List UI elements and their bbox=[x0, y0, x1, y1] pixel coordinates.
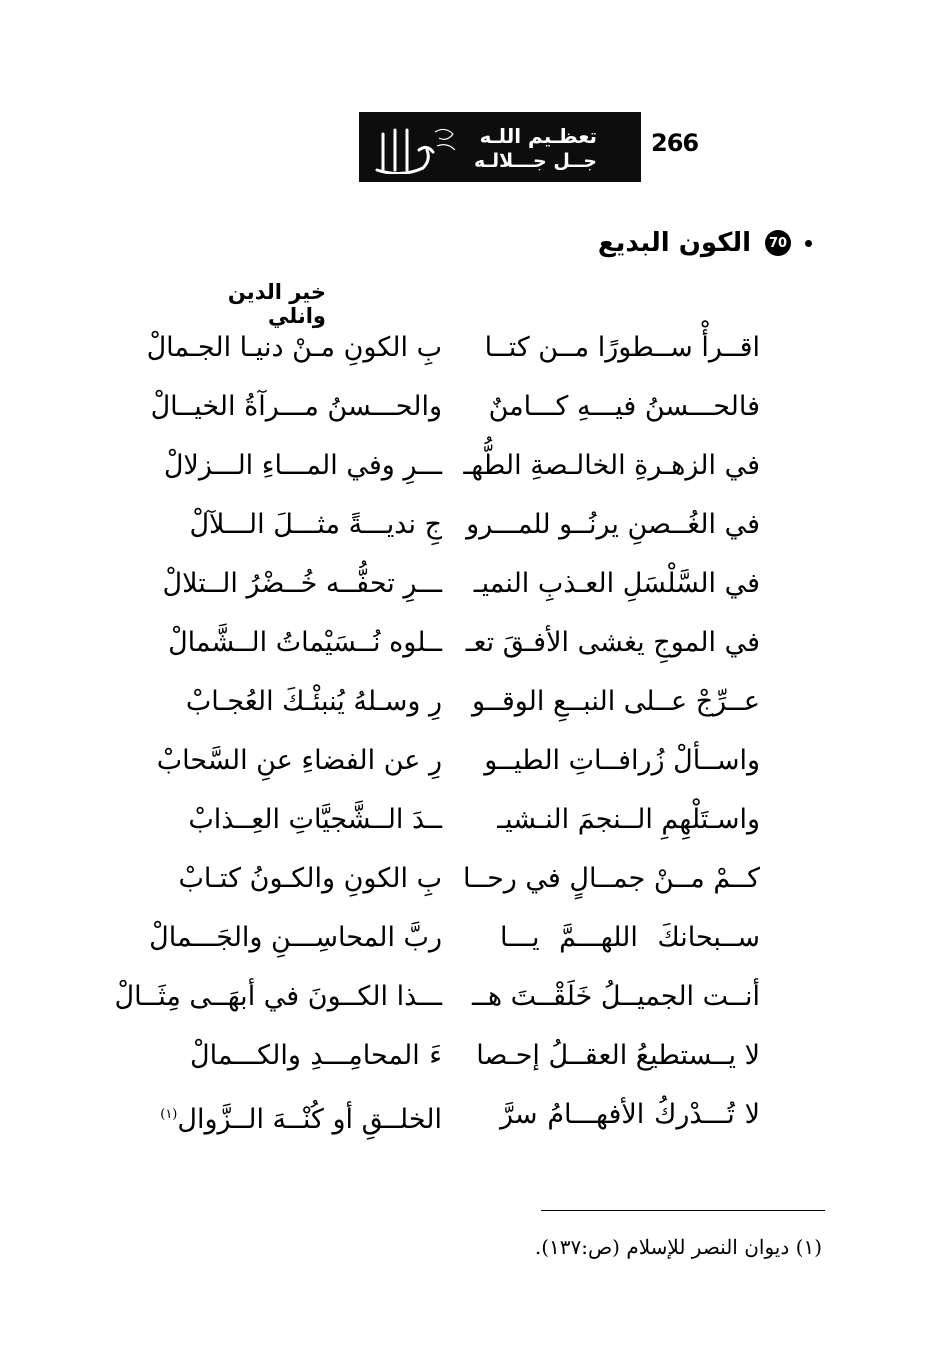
verse bbox=[0, 623, 932, 683]
verse bbox=[0, 1036, 932, 1096]
verse-second-hemistich bbox=[160, 1095, 442, 1140]
bullet-icon bbox=[805, 240, 812, 247]
verse-second-hemistich: ـــرِ تحفُّــه خُــضْرُ الــتلالْ bbox=[162, 568, 442, 599]
footnote: (١) ديوان النصر للإسلام (ص:١٣٧). bbox=[534, 1235, 822, 1259]
footnote-divider bbox=[541, 1210, 825, 1211]
verse bbox=[0, 977, 932, 1037]
verse bbox=[0, 564, 932, 624]
verse bbox=[0, 682, 932, 742]
poem-author: خير الدين وانلي bbox=[227, 280, 326, 328]
verse-second-hemistich: بِ الكونِ مـنْ دنيـا الجـمالْ bbox=[146, 332, 442, 363]
verse-second-hemistich: جِ نديـــةً مثـــلَ الـــلآلْ bbox=[189, 509, 442, 540]
verse bbox=[0, 800, 932, 860]
verse-second-hemistich: ـــرِ وفي المـــاءِ الـــزلالْ bbox=[163, 450, 442, 481]
footnote-marker: (١) bbox=[160, 1107, 178, 1122]
verse-first-hemistich: لا يــستطيعُ العقــلُ إحـصا bbox=[476, 1040, 760, 1071]
header-title-line2: جــل جـــلالـه bbox=[473, 150, 597, 172]
verse bbox=[0, 859, 932, 919]
page-number: 266 bbox=[651, 129, 699, 157]
verse-second-hemistich: ــدَ الــشَّجيَّاتِ العِــذابْ bbox=[188, 804, 442, 835]
verse-first-hemistich: عــرِّجْ عــلى النبــعِ الوقــو bbox=[472, 686, 760, 717]
verse-second-hemistich: ـــذا الكــونَ في أبهَــى مِثَــالْ bbox=[114, 981, 442, 1012]
verse-first-hemistich: واسـتَلْهِمِ الــنجمَ النـشيـ bbox=[497, 804, 760, 835]
verse bbox=[0, 741, 932, 801]
verse-first-hemistich: اقــرأْ ســطورًا مــن كتــا bbox=[484, 332, 760, 363]
verse-second-hemistich: ــلوه نُــسَيْماتُ الــشَّمالْ bbox=[168, 627, 442, 658]
verse-first-hemistich: ســبحانكَ اللهـــمَّ يـــا bbox=[500, 922, 760, 953]
allah-calligraphy-icon bbox=[371, 120, 461, 174]
poem-title-row bbox=[598, 228, 812, 258]
verse-first-hemistich: أنــت الجميــلُ خَلَقْــتَ هــ bbox=[472, 981, 760, 1012]
verse bbox=[0, 387, 932, 447]
header-title-line1: تعظـيم اللـه bbox=[479, 124, 597, 148]
verse-second-hemistich: والحـــسنُ مـــرآةُ الخيــالْ bbox=[150, 391, 442, 422]
verse-second-hemistich: بِ الكونِ والكـونُ كتـابْ bbox=[178, 863, 442, 894]
verse-first-hemistich: فالحـــسنُ فيـــهِ كـــامنٌ bbox=[488, 391, 760, 422]
verse-second-hemistich: رِ عن الفضاءِ عنِ السَّحابْ bbox=[156, 745, 442, 776]
verse bbox=[0, 446, 932, 506]
verse-first-hemistich: واســألْ زُرافــاتِ الطيــو bbox=[484, 745, 760, 776]
header-banner bbox=[359, 112, 641, 182]
verse-second-hemistich: رِ وسـلهُ يُنبئْـكَ العُجـابْ bbox=[185, 686, 442, 717]
verse-text: الخلــقِ أو كُنْــهَ الــزَّوال bbox=[177, 1104, 442, 1135]
verse-first-hemistich: في السَّلْسَلِ العـذبِ النميـ bbox=[473, 568, 760, 599]
verse bbox=[0, 328, 932, 388]
verse-second-hemistich: ءَ المحامِـــدِ والكـــمالْ bbox=[190, 1040, 442, 1071]
verse bbox=[0, 505, 932, 565]
poem-number-badge: 70 bbox=[765, 230, 791, 256]
poem-title: الكون البديع bbox=[597, 228, 751, 258]
verse-first-hemistich: في الغُــصنِ يرنُــو للمـــرو bbox=[466, 509, 760, 540]
verse-first-hemistich: كــمْ مــنْ جمــالٍ في رحــا bbox=[463, 863, 760, 894]
verse-first-hemistich: لا تُـــدْركُ الأفهـــامُ سرَّ bbox=[500, 1099, 760, 1130]
verse-second-hemistich: ربَّ المحاسِـــنِ والجَـــمالْ bbox=[149, 922, 442, 953]
verse bbox=[0, 918, 932, 978]
verse bbox=[0, 1095, 932, 1155]
verse-first-hemistich: في الزهـرةِ الخالـصةِ الطُّهـ bbox=[463, 450, 760, 481]
verse-first-hemistich: في الموجِ يغشى الأفـقَ تعـ bbox=[465, 627, 760, 658]
